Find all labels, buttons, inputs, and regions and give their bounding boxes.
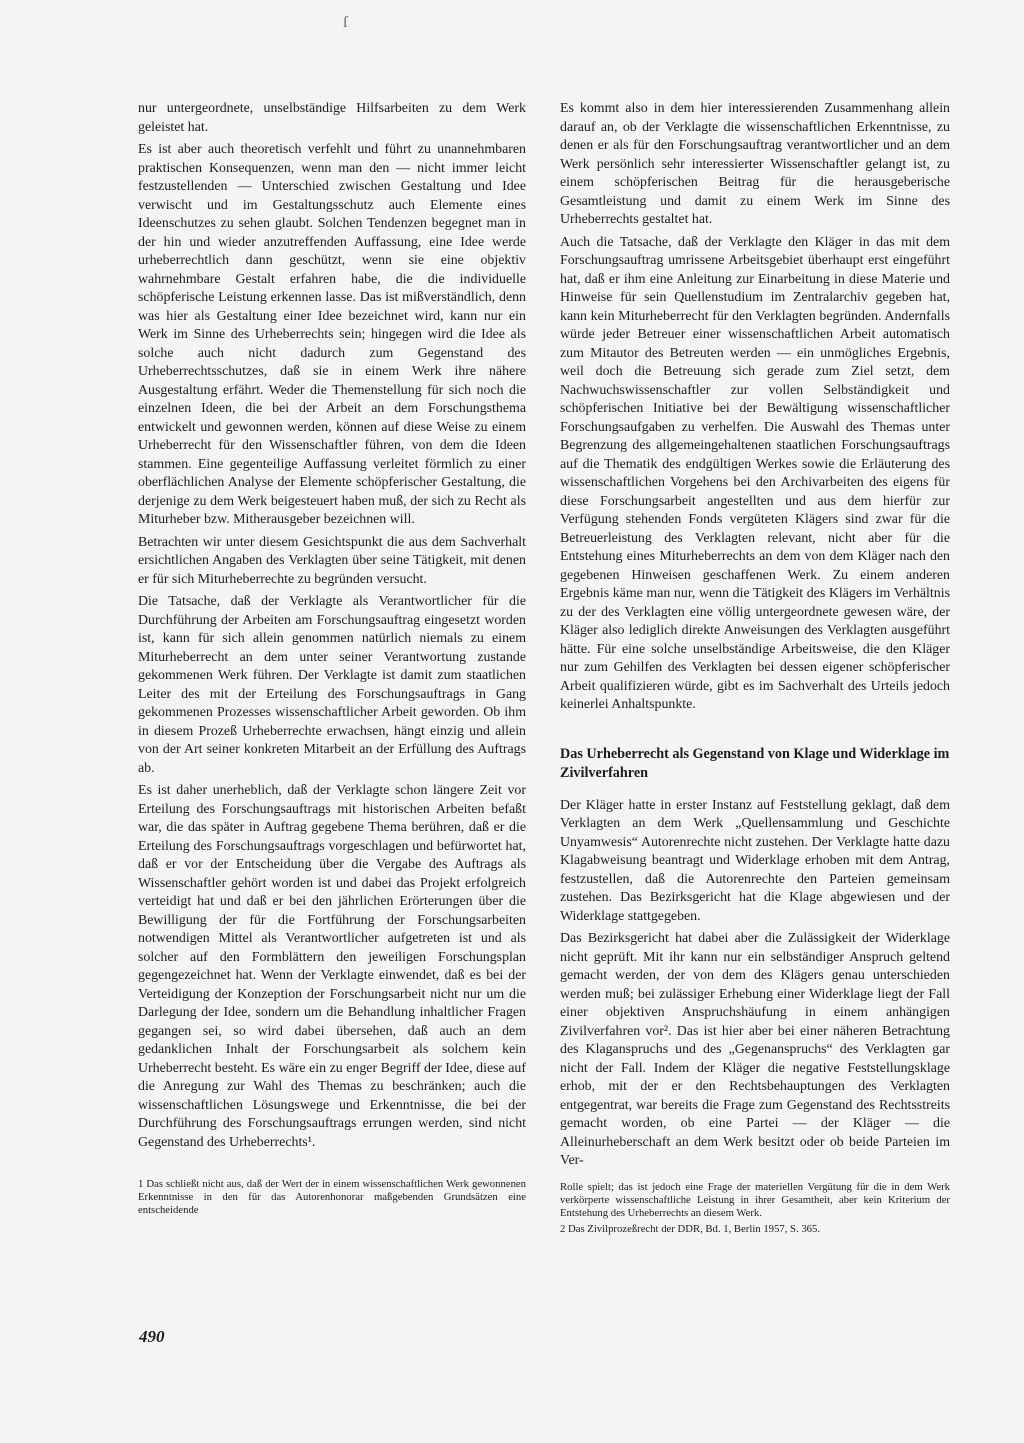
paragraph: Der Kläger hatte in erster Instanz auf Feststellung geklagt, daß dem Verklagten an dem Werk „Quellensammlung und Geschichte Unyamwesis“ Autorenrechte nicht zustehen. Der Verklagte hatte dazu Klagabweisung beantragt und Widerklage erhoben mit dem Antrag, festzustellen, daß die Autorenrechte den Parteien gemeinsam zustehen. Das Bezirksgericht hat die Klage abgewiesen und der Widerklage stattgegeben. (560, 797, 950, 924)
paragraph: Es ist aber auch theoretisch verfehlt und führt zu unannehmbaren praktischen Konsequenzen, wenn man den — nicht immer leicht festzustellenden — Unterschied zwischen Gestaltung und Idee verwischt und im Gestaltungsschutz auch Elemente eines Ideenschutzes zu sehen glaubt. Solchen Tendenzen begegnet man in der hin und wieder anzutreffenden Auffassung, eine Idee werde urheberrechtlich dann geschützt, wenn sie eine objektiv wahrnehmbare Gestalt erfahren habe, die die individuelle schöpferische Leistung erkennen lasse. Das ist mißverständlich, denn was hier als Gestaltung einer Idee bezeichnet wird, kann nur ein Werk im Sinne des Urheberrechts sein; hingegen wird die Idee als solche auch nicht dadurch zum Gegenstand des Urheberrechtsschutzes, daß sie in einem Werk ihre nähere Ausgestaltung erfährt. Weder die Themenstellung für sich noch die einzelnen Ideen, die bei der Arbeit an dem Forschungsthema entwickelt und gewonnen werden, können auf diese Weise zu einem Urheberrecht für den Wissenschaftler führen, von dem die Ideen stammen. Eine gegenteilige Auffassung verleitet förmlich zu einer oberflächlichen Analyse der Elemente schöpferischer Gestaltung, die derjenige zu dem Werk beigesteuert haben muß, der sich zu Recht als Miturheber bzw. Mitherausgeber bezeichnen will. (138, 142, 526, 527)
page-number: 490 (139, 1327, 165, 1346)
paragraph: Betrachten wir unter diesem Gesichtspunkt die aus dem Sachverhalt ersichtlichen Angaben des Verklagten über seine Tätigkeit, mit denen er für sich Miturheberrechte zu begründen versucht. (138, 534, 526, 587)
paragraph: Es kommt also in dem hier interessierenden Zusammenhang allein darauf an, ob der Verklagte die wissenschaftlichen Erkenntnisse, zu denen er als für den Forschungsauftrag verantwortlicher und an dem Werk persönlich sehr interessierter Wissenschaftler gelangt ist, zu einem schöpferischen Beitrag für die herausgeberische Gesamtleistung und damit zu einem Werk im Sinne des Urheberrechts gestaltet hat. (560, 101, 950, 227)
paragraph: Die Tatsache, daß der Verklagte als Verantwortlicher für die Durchführung der Arbeiten am Forschungsauftrag eingesetzt worden ist, kann für sich allein genommen natürlich niemals zu einem Miturheberrecht an dem unter seiner Verantwortung zustande gekommenen Werk führen. Der Verklagte ist damit zum staatlichen Leiter des mit der Erteilung des Forschungsauftrags in Gang gekommenen Prozesses wissenschaftlicher Arbeit geworden. Ob ihm in diesem Prozeß Urheberrechte erwachsen, hängt einzig und allein von der Art seiner konkreten Mitarbeit an der Erfüllung des Auftrags ab. (138, 594, 526, 776)
footnote-continuation: Rolle spielt; das ist jedoch eine Frage der materiellen Vergütung für die in dem Werk verkörperte wissenschaftliche Leistung in ihrer Gesamtheit, aber kein Kriterium der Entstehung des Urheberrechts an diesem Werk. (560, 1180, 950, 1219)
right-column (560, 100, 950, 1239)
top-mark: ſ (343, 14, 348, 31)
section-heading: Das Urheberrecht als Gegenstand von Klage und Widerklage im Zivilverfahren (560, 745, 950, 781)
footnote-2: 2 Das Zivilprozeßrecht der DDR, Bd. 1, Berlin 1957, S. 365. (560, 1222, 821, 1235)
paragraph: nur untergeordnete, unselbständige Hilfsarbeiten zu dem Werk geleistet hat. (138, 101, 526, 135)
footnote-1: 1 Das schließt nicht aus, daß der Wert der in einem wissenschaftlichen Werk gewonnenen Erkenntnisse in den für das Autorenhonorar maßgebenden Grundsätzen eine entscheidende (138, 1178, 526, 1216)
paragraph: Es ist daher unerheblich, daß der Verklagte schon längere Zeit vor Erteilung des Forschungsauftrags mit historischen Arbeiten befaßt war, die das später in Auftrag gegebene Thema berühren, daß er die Erteilung des Forschungsauftrags vorgeschlagen und befürwortet hat, daß er vor der Entscheidung über die Vergabe des Auftrags als Wissenschaftler gehört worden ist und dabei das Projekt erfolgreich verteidigt hat und daß er bei den jährlichen Erörterungen über die Bewilligung der für die Fortführung der Forschungsarbeiten notwendigen Mittel als Verantwortlicher aufgetreten ist und als solcher auf den Formblättern den jeweiligen Forschungsplan gegengezeichnet hat. Wenn der Verklagte einwendet, daß es bei der Verteidigung der Konzeption der Forschungsarbeit nicht nur um die Darlegung der Idee, sondern um die Behandlung inhaltlicher Fragen gegangen sei, so wird dabei übersehen, daß auch an dem gedanklichen Inhalt der Forschungsarbeit als solchem kein Urheberrecht besteht. Es wäre ein zu enger Begriff der Idee, diese auf die Anregung zur Wahl des Themas zu beschränken; auch die wissenschaftlichen Lösungswege und Erkenntnisse, die bei der Durchführung des Forschungsauftrags errungen werden, sind nicht Gegenstand des Urheberrechts¹. (138, 783, 526, 1150)
paragraph: Auch die Tatsache, daß der Verklagte den Kläger in das mit dem Forschungsauftrag umrissene Arbeitsgebiet überhaupt erst eingeführt hat, daß er ihm eine Anleitung zur Einarbeitung in diese Materie und Hinweise für sein Quellenstudium im Zentralarchiv gegeben hat, kann kein Miturheberrecht für den Verklagten begründen. Andernfalls würde jeder Betreuer einer wissenschaftlichen Arbeit automatisch zum Mitautor des Betreuten werden — ein unmögliches Ergebnis, weil doch die Betreuung sich gerade zum Ziel setzt, dem Nachwuchswissenschaftler zur vollen Selbständigkeit und schöpferischen Initiative bei der Bewältigung wissenschaftlicher Forschungsaufgaben zu verhelfen. Die Auswahl des Themas unter Begrenzung des allgemeingehaltenen staatlichen Forschungsauftrags auf die Thematik des endgültigen Werkes sowie die Erläuterung des wissenschaftlichen Vorgehens bei den Archivarbeiten des eigens für diese Forschungsarbeit angestellten und aus dem hierfür zur Verfügung stehenden Fonds vergüteten Klägers sind zwar für die Betreuerleistung des Verklagten relevant, nicht aber für die Entstehung eines Miturheberrechts an dem von dem Kläger nach den gegebenen Hinweisen geschaffenen Werk. Zu einem anderen Ergebnis käme man nur, wenn die Tätigkeit des Klägers im Verhältnis zu der des Verklagten eine völlig untergeordnete gewesen wäre, der Kläger also lediglich direkte Anweisungen des Verklagten ausgeführt hätte. Für eine solche unselbständige Arbeitsweise, die den Kläger nur zum Gehilfen des Verklagten bei dessen eigener schöpferischer Arbeit qualifizieren würde, gibt es im Sachverhalt des Urteils jedoch keinerlei Anhaltspunkte. (560, 234, 950, 712)
left-column (138, 100, 526, 1220)
paragraph: Das Bezirksgericht hat dabei aber die Zulässigkeit der Widerklage nicht geprüft. Mit ihr kann nur ein selbständiger Anspruch geltend gemacht werden, der von dem des Klägers genau unterschieden werden muß; bei zulässiger Erhebung einer Widerklage liegt der Fall einer objektiven Anspruchshäufung in einem anhängigen Zivilverfahren vor². Das ist hier aber bei einer näheren Betrachtung des Klaganspruchs und des „Gegenanspruchs“ des Verklagten gar nicht der Fall. Indem der Kläger die negative Feststellungsklage erhob, mit der er den Rechtsbehauptungen des Verklagten entgegentrat, war bereits die Frage zum Gegenstand des Rechtsstreits gemacht worden, ob eine Partei — der Kläger — die Alleinurheberschaft an dem Werk besitzt oder ob beide Parteien im Ver- (560, 931, 950, 1168)
